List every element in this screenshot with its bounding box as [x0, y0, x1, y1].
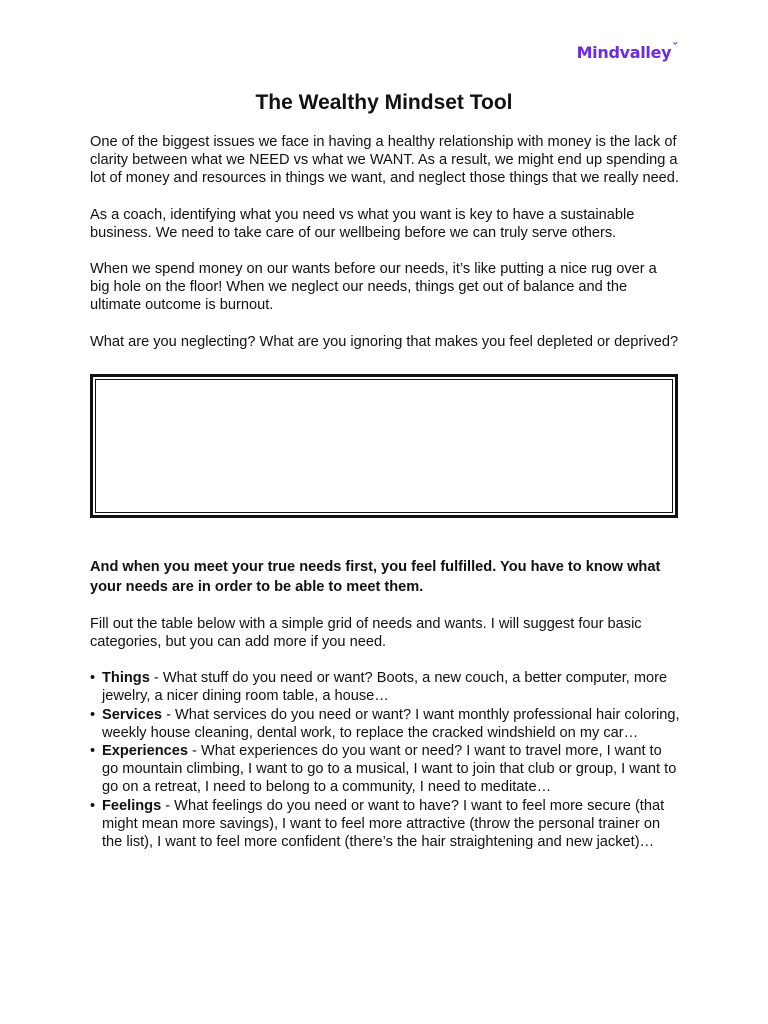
category-text: - What experiences do you want or need? I want to travel more, I want to go mountain climbing, I want to go to a musical, I want to join that club or group, I want to go on a retreat, I need to belong to a community, I need to meditate… [102, 743, 677, 796]
category-text: - What stuff do you need or want? Boots, a new couch, a better computer, more jewelry, a nicer dining room table, a house… [102, 670, 668, 705]
list-item-feelings [90, 797, 680, 852]
mindvalley-logo [577, 43, 678, 62]
document-body [90, 133, 680, 851]
page-title: The Wealthy Mindset Tool [255, 91, 513, 114]
instruction-paragraph: Fill out the table below with a simple grid of needs and wants. I will suggest four basic categories, but you can add more if you need. [90, 615, 642, 651]
intro-paragraph: One of the biggest issues we face in having a healthy relationship with money is the lack of clarity between what we NEED vs what we WANT. As a result, we might end up spending a lot of money and resources in things we want, and neglect those things that we really need. [90, 134, 679, 187]
bullet-icon: • [90, 670, 96, 687]
logo-wordmark: Mindvalley [576, 43, 672, 62]
list-item-services [90, 706, 680, 742]
category-text: - What feelings do you need or want to have? I want to feel more secure (that might mean more savings), I want to feel more attractive (throw the personal trainer on the list), I want to feel more confident (there’s the hair straightening and new jacket)… [102, 797, 665, 851]
category-name: Services [102, 706, 163, 723]
category-name: Feelings [102, 797, 162, 814]
answer-box[interactable] [90, 374, 678, 518]
category-name: Experiences [102, 743, 188, 760]
rug-paragraph: When we spend money on our wants before our needs, it’s like putting a nice rug over a big hole on the floor! When we neglect our needs, things get out of balance and the ultimate outcome is burnout. [90, 261, 657, 314]
list-item-things [90, 669, 680, 705]
bullet-icon: • [90, 797, 96, 814]
answer-box-inner[interactable] [95, 379, 673, 513]
category-name: Things [102, 670, 150, 687]
question-paragraph: What are you neglecting? What are you ignoring that makes you feel depleted or deprived? [90, 333, 679, 350]
list-item-experiences [90, 742, 680, 797]
category-text: - What services do you need or want? I want monthly professional hair coloring, weekly house cleaning, dental work, to replace the cracked windshield on my car… [102, 706, 680, 741]
categories-list [90, 669, 680, 851]
logo-mark-icon: ˇ [672, 41, 678, 55]
coach-paragraph: As a coach, identifying what you need vs what you want is key to have a sustainable business. We need to take care of our wellbeing before we can truly serve others. [90, 206, 635, 241]
bullet-icon: • [90, 706, 96, 723]
bullet-icon: • [90, 743, 96, 760]
emphasis-paragraph: And when you meet your true needs first, you feel fulfilled. You have to know what your needs are in order to be able to meet them. [90, 558, 661, 595]
